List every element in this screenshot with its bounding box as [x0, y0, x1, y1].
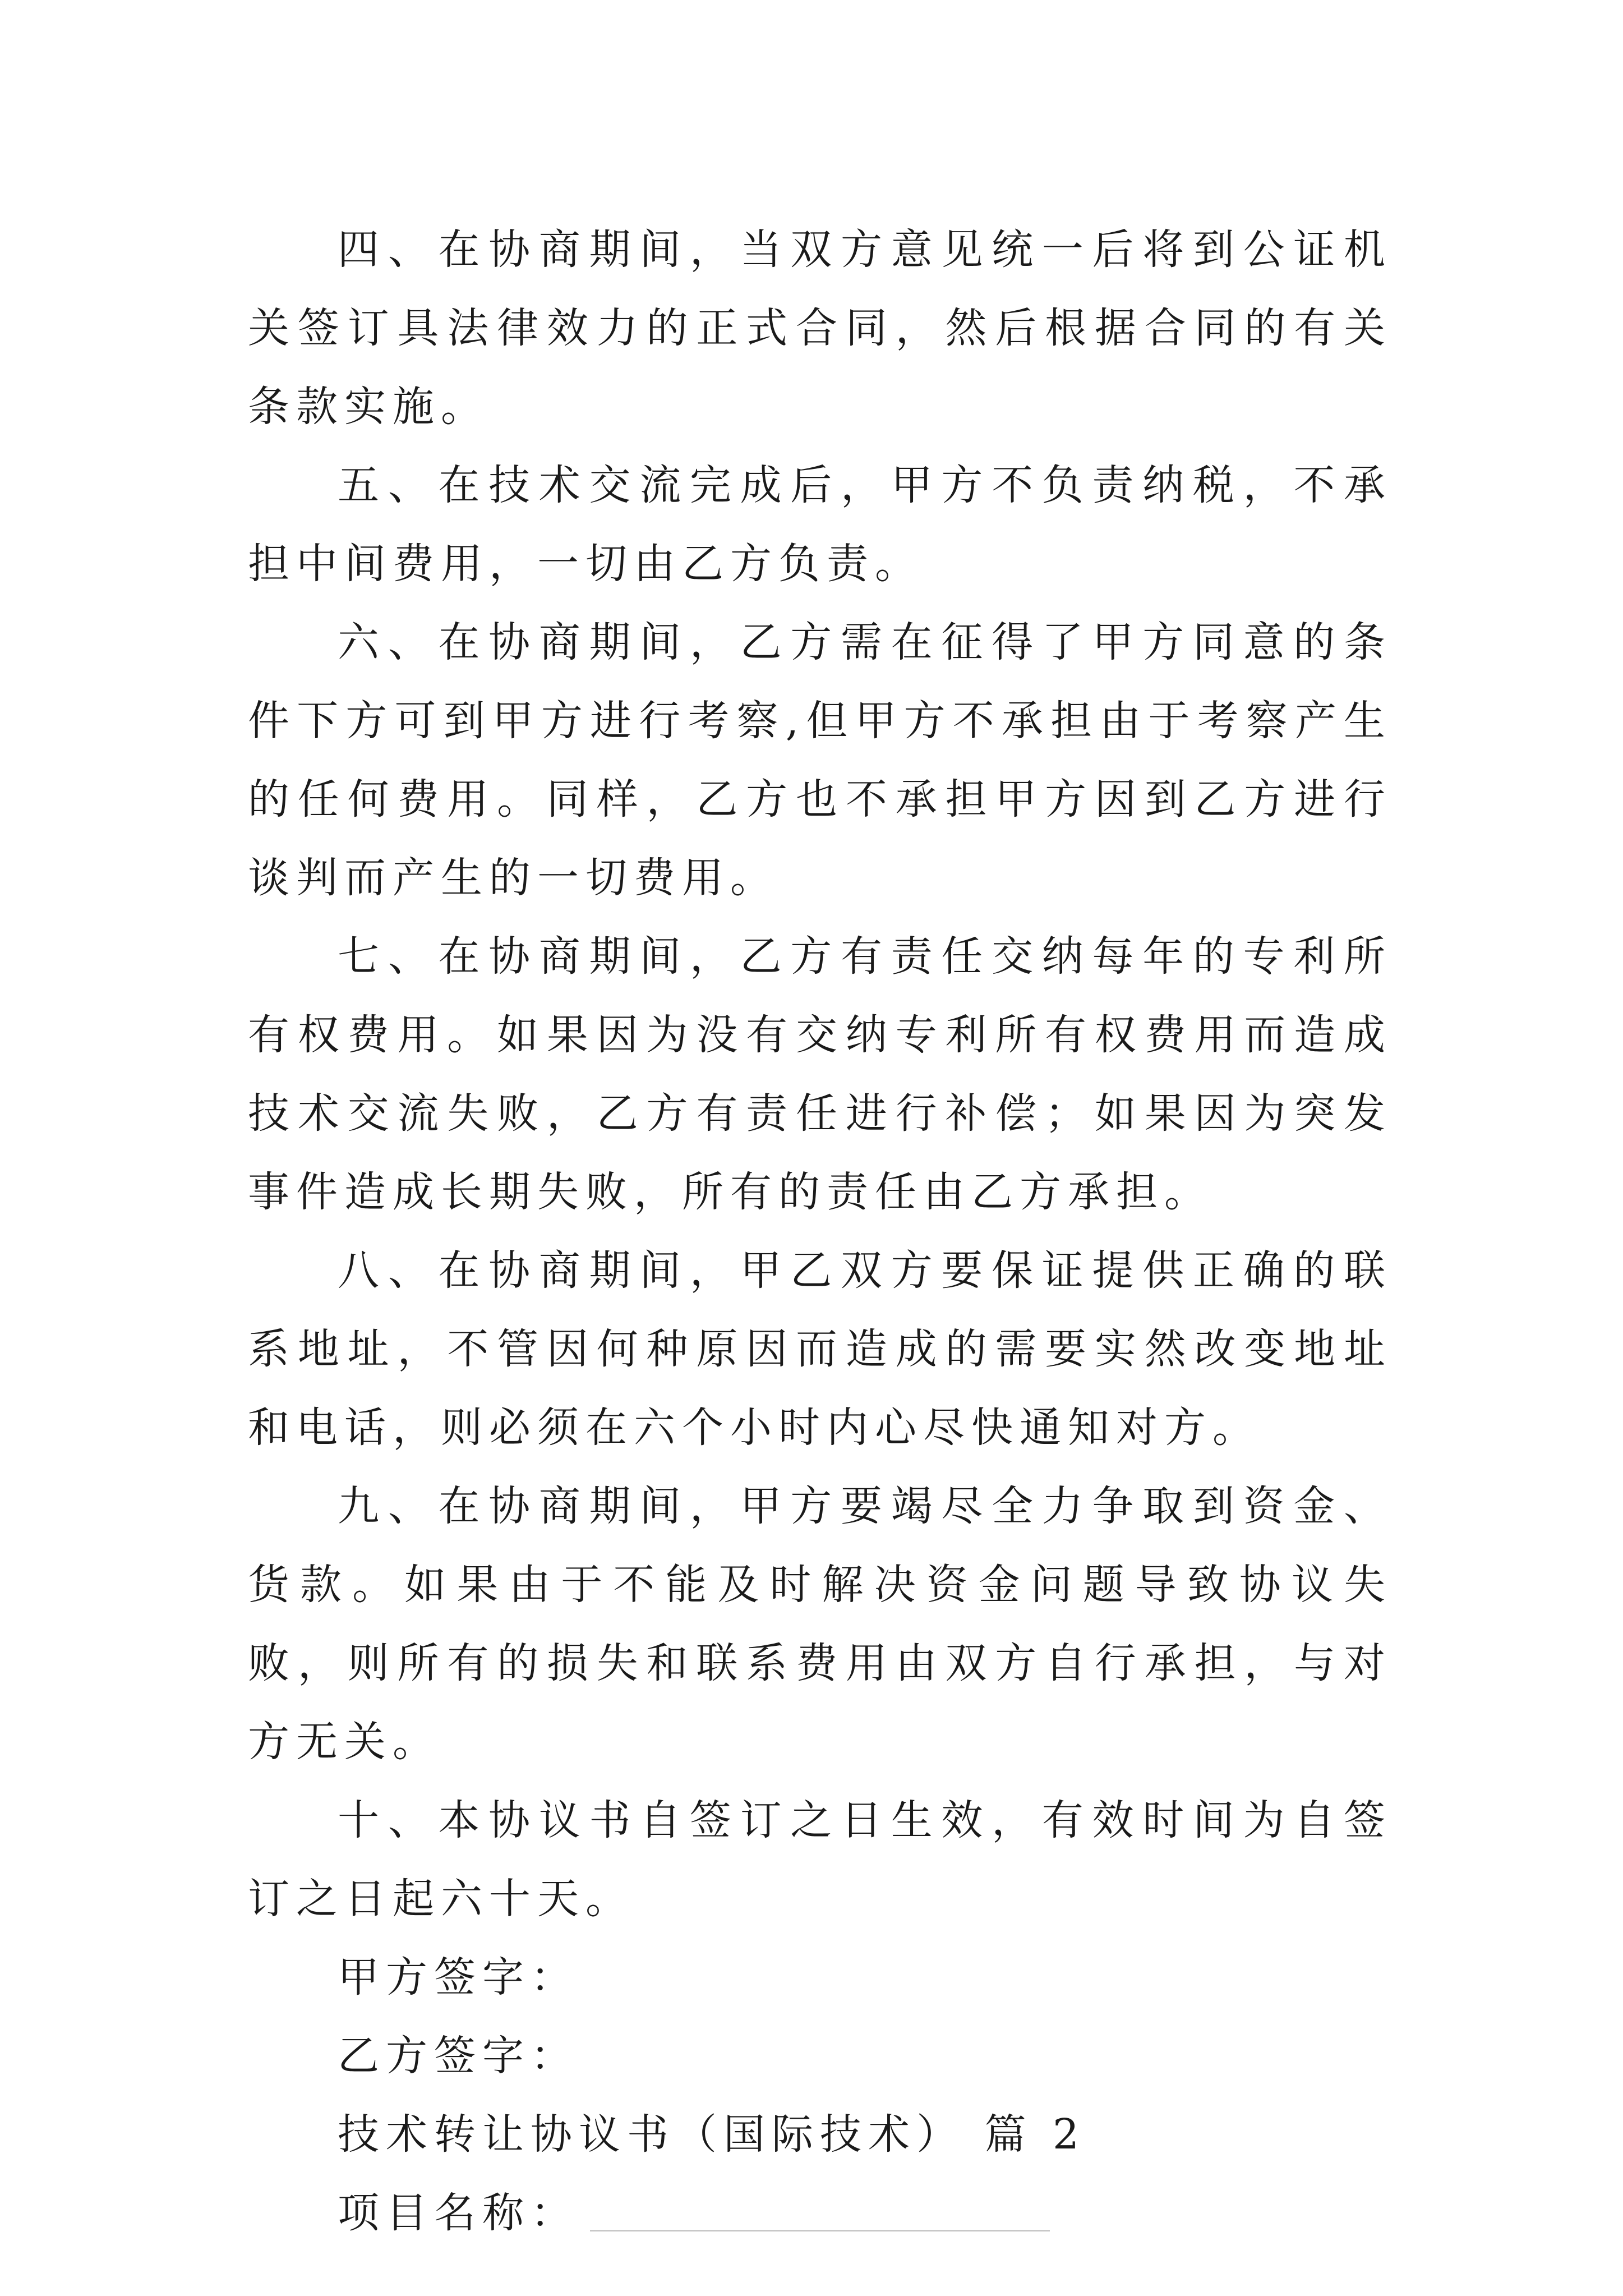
- clause-10: 十、本协议书自签订之日生效，有效时间为自签订之日起六十天。: [248, 1796, 1392, 1923]
- clause-9: 九、在协商期间，甲方要竭尽全力争取到资金、货款。如果由于不能及时解决资金问题导致协议失败，则所有的损失和联系费用由双方自行承担，与对方无关。: [248, 1482, 1392, 1766]
- section-title: 技术转让协议书（国际技术） 篇 2: [338, 2110, 1086, 2159]
- project-name-row: [248, 2174, 1392, 2252]
- clause-5: 五、在技术交流完成后，甲方不负责纳税，不承担中间费用，一切由乙方负责。: [248, 461, 1392, 588]
- project-name-label: 项目名称：: [338, 2189, 579, 2237]
- clause-6: 六、在协商期间，乙方需在征得了甲方同意的条件下方可到甲方进行考察,但甲方不承担由于考察产生的任何费用。同样，乙方也不承担甲方因到乙方进行谈判而产生的一切费用。: [248, 618, 1392, 902]
- clause-4: 四、在协商期间，当双方意见统一后将到公证机关签订具法律效力的正式合同，然后根据合同的有关条款实施。: [248, 226, 1392, 431]
- party-a-signature-label: 甲方签字：: [338, 1953, 579, 2001]
- clause-7: 七、在协商期间，乙方有责任交纳每年的专利所有权费用。如果因为没有交纳专利所有权费用而造成技术交流失败，乙方有责任进行补偿；如果因为突发事件造成长期失败，所有的责任由乙方承担。: [248, 932, 1392, 1216]
- project-name-blank-line: [590, 2229, 1050, 2231]
- party-b-signature-label: 乙方签字：: [338, 2032, 579, 2080]
- document-body: [248, 210, 1392, 2252]
- clause-8: 八、在协商期间，甲乙双方要保证提供正确的联系地址，不管因何种原因而造成的需要实然改变地址和电话，则必须在六个小时内心尽快通知对方。: [248, 1246, 1392, 1452]
